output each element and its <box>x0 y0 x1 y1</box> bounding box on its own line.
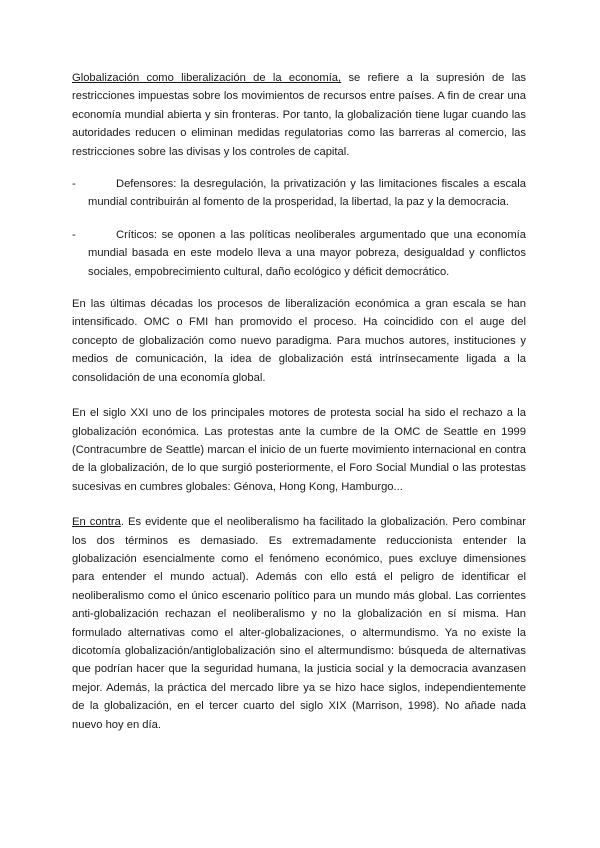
paragraph-lead-underlined: En contra <box>72 516 121 529</box>
bullet-dash: - <box>72 228 76 241</box>
bullet-dash: - <box>72 178 76 191</box>
bullet-defensores <box>72 175 526 212</box>
paragraph-liberalizacion <box>72 69 526 161</box>
paragraph-ultimas-decadas: En las últimas décadas los procesos de liberalización económica a gran escala se han intensificado. OMC o FMI han promovido el proceso. Ha coincidido con el auge del concepto de globalización como nuevo paradigma. Para muchos autores, instituciones y medios de comunicación, la idea de globalización está intrínsecamente ligada a la consolidación de una economía global. <box>72 298 526 384</box>
bullet-criticos <box>72 226 526 281</box>
document-page <box>72 69 526 748</box>
paragraph-en-contra <box>72 513 526 734</box>
bullet-text: Críticos: se oponen a las políticas neoliberales argumentado que una economía mundial basada en este modelo lleva a una mayor pobreza, desigualdad y conflictos sociales, empobrecimiento cultural, daño ecológico y déficit democrático. <box>88 228 526 278</box>
paragraph-text: . Es evidente que el neoliberalismo ha facilitado la globalización. Pero combinar los dos términos es demasiado. Es extremadamente reduccionista entender la globalización esencialmente como el fenómeno económico, pues excluye dimensiones para entender el mundo actual). Además con ello está el peligro de identificar el neoliberalismo como el único escenario político para un mundo más global. Las corrientes anti-globalización rechazan el neoliberalismo y no la globalización en sí misma. Han formulado alternativas como el alter-globalizaciones, o altermundismo. Ya no existe la dicotomía globalización/antiglobalización sino el altermundismo: búsqueda de alternativas que podrían hacer que la seguridad humana, la justicia social y la democracia avanzasen mejor. Además, la práctica del mercado libre ya se hizo hace siglos, independientemente de la globalización, en el tercer cuarto del siglo XIX (Marrison, 1998). No añade nada nuevo hoy en día. <box>72 516 526 731</box>
paragraph-lead-underlined: Globalización como liberalización de la economía, <box>72 72 342 84</box>
paragraph-text: se refiere a la supresión de las restricciones impuestas sobre los movimientos de recursos entre países. A fin de crear una economía mundial abierta y sin fronteras. Por tanto, la globalización tiene lugar cuando las autoridades reducen o eliminan medidas regulatorias como las barreras al comercio, las restricciones sobre las divisas y los controles de capital. <box>72 72 527 158</box>
bullet-text: Defensores: la desregulación, la privatización y las limitaciones fiscales a escala mundial contribuirán al fomento de la prosperidad, la libertad, la paz y la democracia. <box>88 178 526 209</box>
paragraph-siglo-xxi: En el siglo XXI uno de los principales motores de protesta social ha sido el rechazo a la globalización económica. Las protestas ante la cumbre de la OMC de Seattle en 1999 (Contracumbre de Seattle) marcan el inicio de un fuerte movimiento internacional en contra de la globalización, de lo que surgió posteriormente, el Foro Social Mundial o las protestas sucesivas en cumbres globales: Génova, Hong Kong, Hamburgo... <box>72 407 526 493</box>
